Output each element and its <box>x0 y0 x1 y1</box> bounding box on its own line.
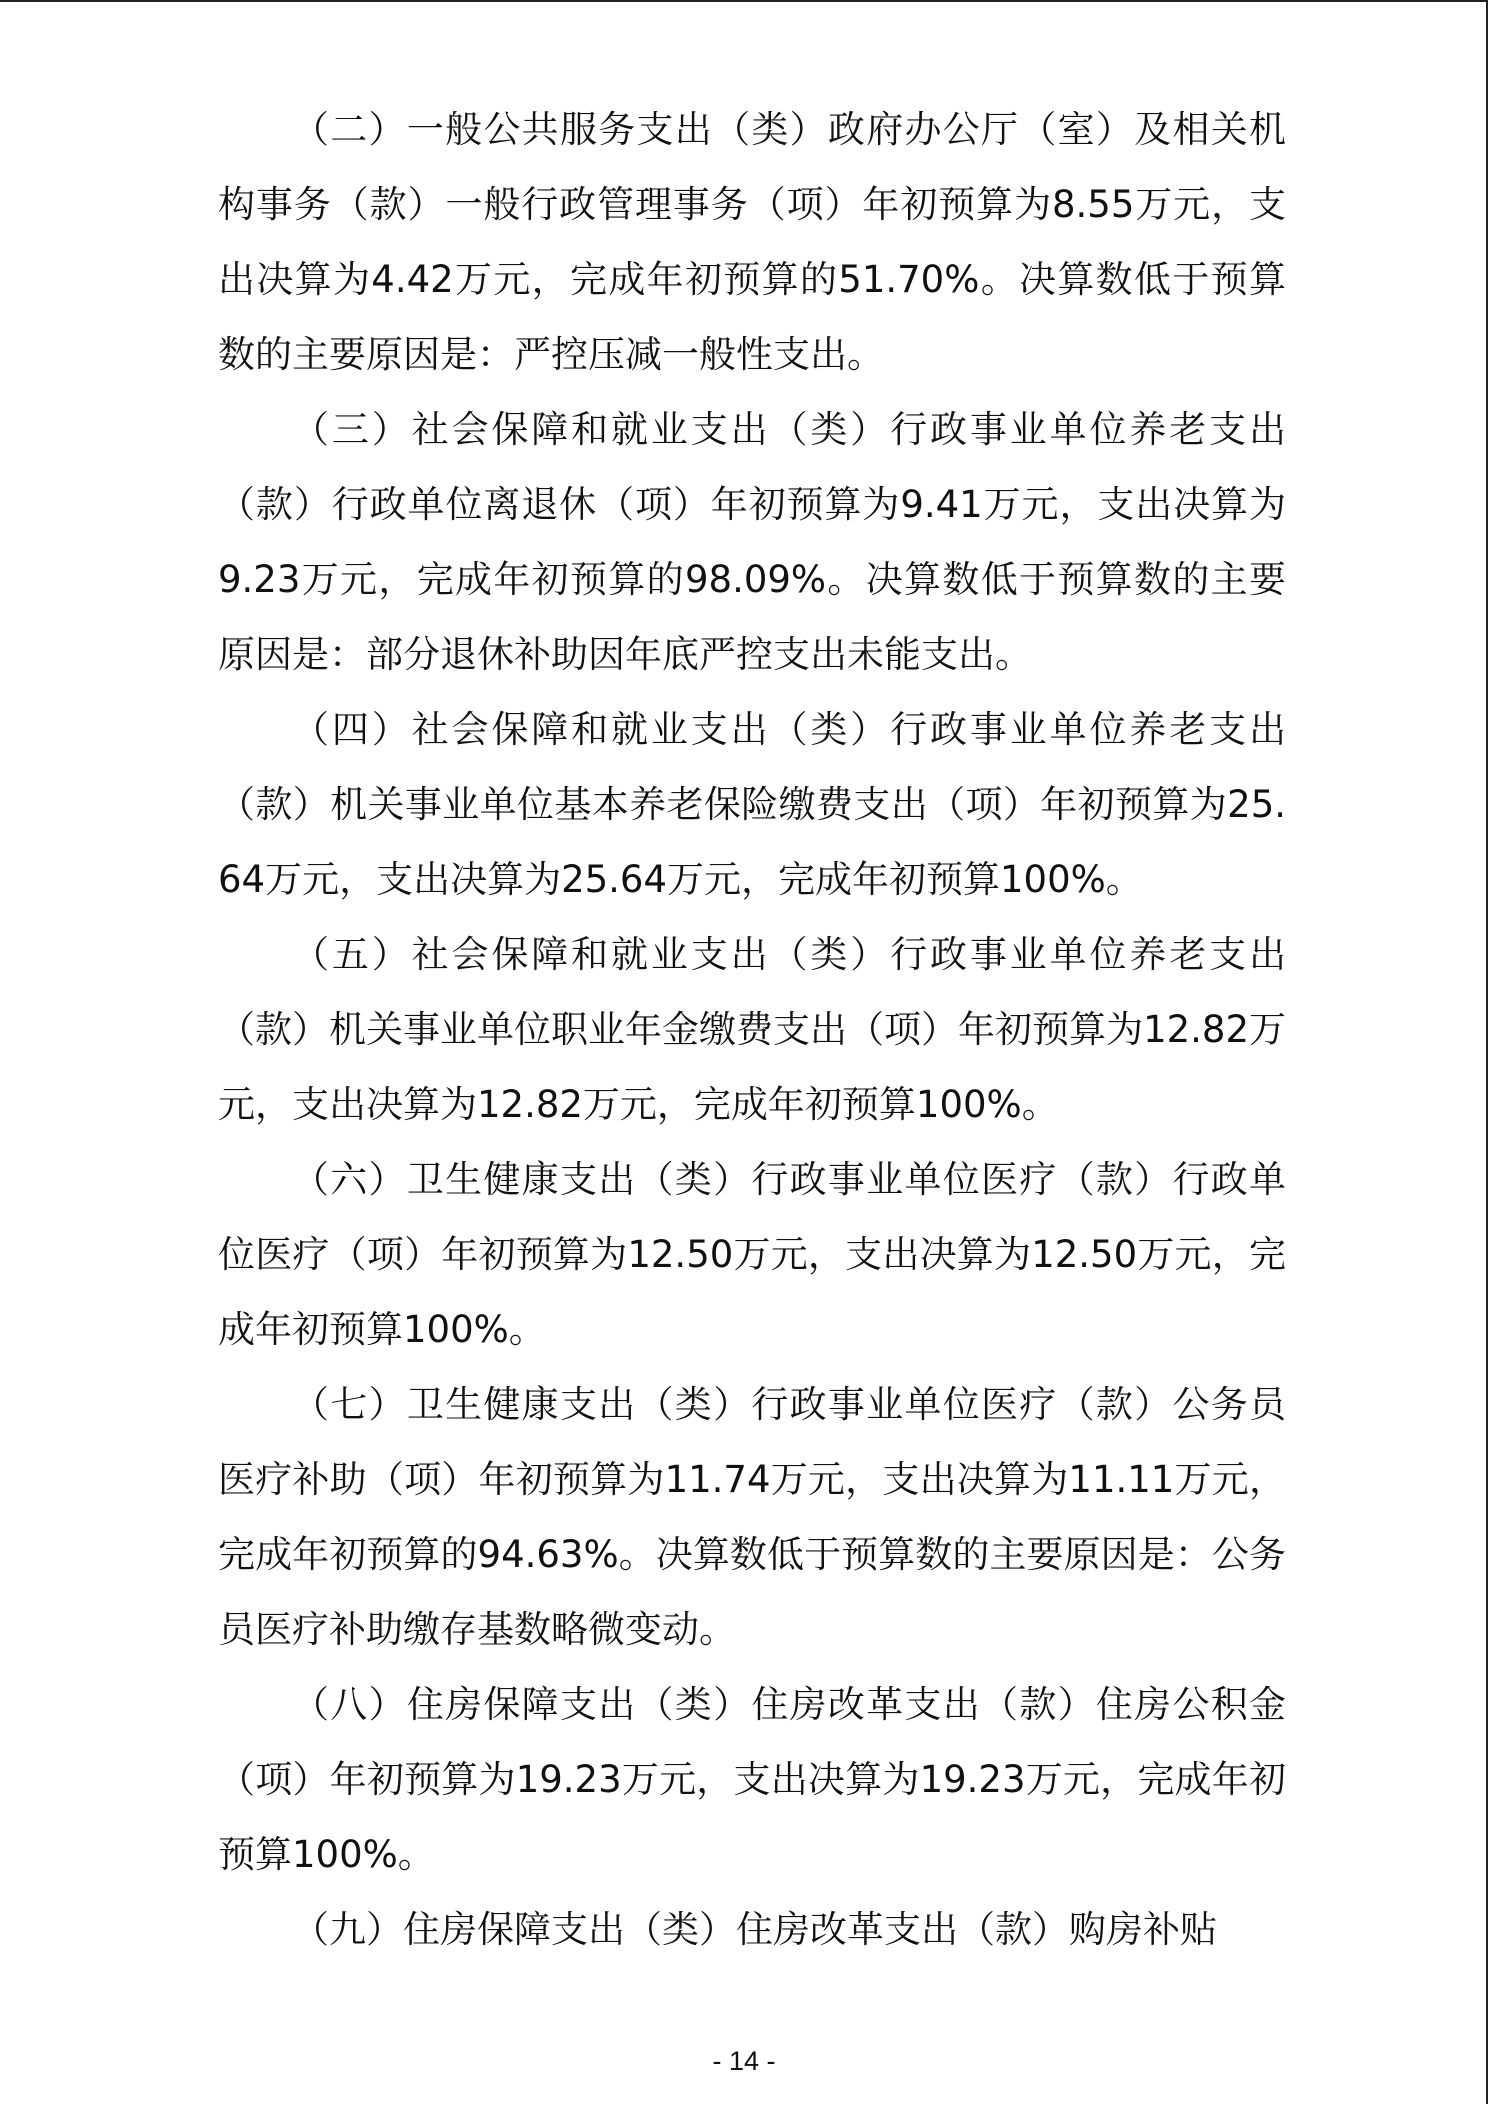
paragraph-7: （七）卫生健康支出（类）行政事业单位医疗（款）公务员医疗补助（项）年初预算为11.74万元，支出决算为11.11万元，完成年初预算的94.63%。决算数低于预算数的主要原因是：公务员医疗补助缴存基数略微变动。 <box>218 1383 1286 1651</box>
paragraph-3: （三）社会保障和就业支出（类）行政事业单位养老支出（款）行政单位离退休（项）年初预算为9.41万元，支出决算为9.23万元，完成年初预算的98.09%。决算数低于预算数的主要原因是：部分退休补助因年底严控支出未能支出。 <box>218 408 1286 676</box>
paragraph-9: （九）住房保障支出（类）住房改革支出（款）购房补贴 <box>292 1908 1217 1951</box>
paragraph-8: （八）住房保障支出（类）住房改革支出（款）住房公积金（项）年初预算为19.23万元，支出决算为19.23万元，完成年初预算100%。 <box>218 1683 1286 1876</box>
paragraph-5: （五）社会保障和就业支出（类）行政事业单位养老支出（款）机关事业单位职业年金缴费支出（项）年初预算为12.82万元，支出决算为12.82万元，完成年初预算100%。 <box>218 933 1286 1126</box>
paragraph-6: （六）卫生健康支出（类）行政事业单位医疗（款）行政单位医疗（项）年初预算为12.50万元，支出决算为12.50万元，完成年初预算100%。 <box>218 1158 1286 1351</box>
top-border-line <box>0 0 1488 2</box>
page-number: - 14 - <box>712 2046 776 2076</box>
paragraph-4: （四）社会保障和就业支出（类）行政事业单位养老支出（款）机关事业单位基本养老保险缴费支出（项）年初预算为25.64万元，支出决算为25.64万元，完成年初预算100%。 <box>218 708 1286 901</box>
document-body <box>218 92 1286 1967</box>
paragraph-2: （二）一般公共服务支出（类）政府办公厅（室）及相关机构事务（款）一般行政管理事务（项）年初预算为8.55万元，支出决算为4.42万元，完成年初预算的51.70%。决算数低于预算数的主要原因是：严控压减一般性支出。 <box>218 108 1286 376</box>
